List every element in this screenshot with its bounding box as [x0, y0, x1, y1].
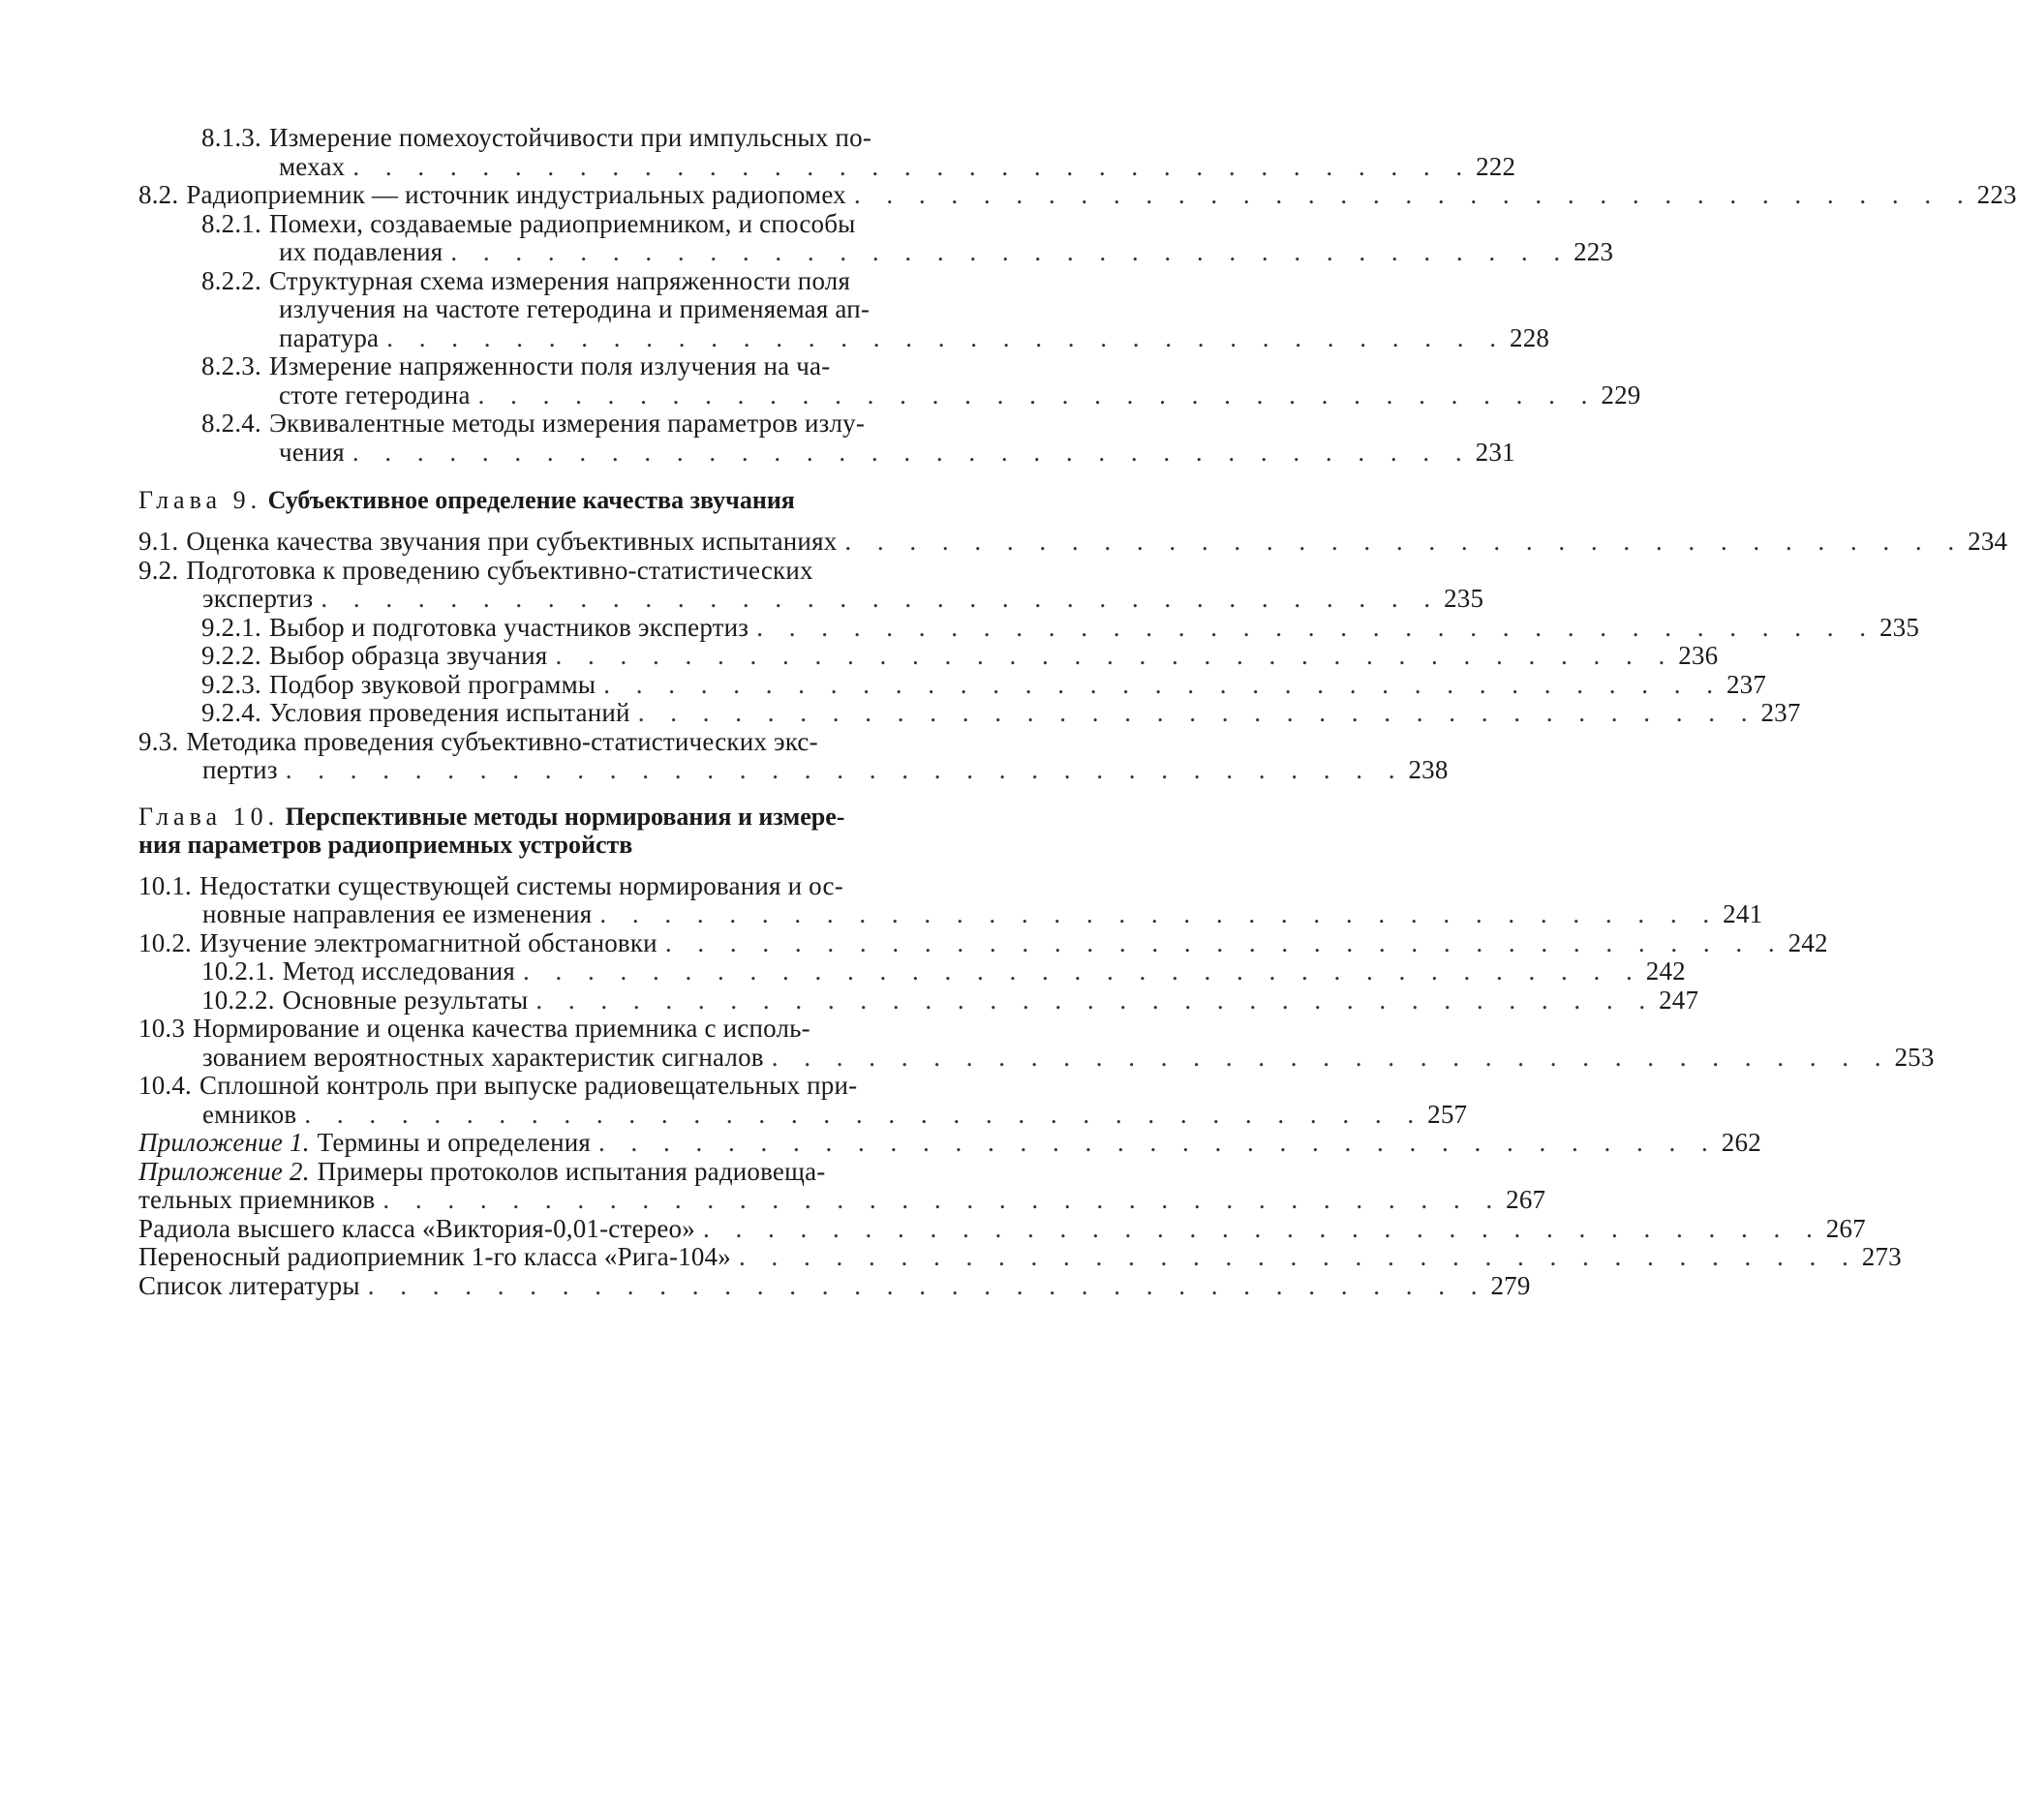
- entry-title: паратура: [279, 322, 380, 352]
- toc-entry[interactable]: [0, 180, 2017, 210]
- toc-entry[interactable]: [0, 1270, 1531, 1301]
- chapter-title: Перспективные методы нормирования и измере-: [285, 802, 845, 831]
- dot-leader: . . . . . . . . . . . . . . . . . . . . . . . . . . . . . . . . . . .: [738, 1242, 1858, 1271]
- dot-leader: . . . . . . . . . . . . . . . . . . . . . . . . . . . . . . . . . . .: [321, 584, 1441, 613]
- dot-leader: . . . . . . . . . . . . . . . . . . . . . . . . . . . . . . . . . . .: [555, 641, 1675, 670]
- toc-entry[interactable]: [0, 555, 1484, 614]
- toc-entry[interactable]: [0, 669, 1767, 700]
- entry-title: Выбор образца звучания: [268, 641, 548, 670]
- dot-leader: . . . . . . . . . . . . . . . . . . . . . . . . . . . . . . . . . . .: [598, 1128, 1718, 1157]
- page-number: 257: [1427, 1099, 1468, 1129]
- entry-title: Оценка качества звучания при субъективных испытаниях: [186, 527, 838, 556]
- dot-leader: . . . . . . . . . . . . . . . . . . . . . . . . . . . . . . . . . . .: [702, 1213, 1822, 1243]
- entry-title: емников: [202, 1099, 297, 1129]
- page-number: 222: [1476, 151, 1516, 181]
- entry-title: Условия проведения испытаний: [268, 698, 630, 727]
- toc-entry[interactable]: [0, 1071, 1468, 1129]
- entry-title: Радиола высшего класса «Виктория-0,01-стерео»: [138, 1213, 695, 1243]
- page-number: 279: [1490, 1270, 1531, 1300]
- toc-section: [0, 123, 2017, 467]
- entry-number: 9.1.: [138, 527, 179, 556]
- toc-section: [0, 802, 1935, 1301]
- dot-leader: . . . . . . . . . . . . . . . . . . . . . . . . . . . . . . . . . . .: [756, 612, 1876, 642]
- page-number: 242: [1788, 927, 1828, 957]
- page-number: 237: [1760, 698, 1801, 727]
- toc-entry[interactable]: [0, 409, 1515, 467]
- dot-leader: . . . . . . . . . . . . . . . . . . . . . . . . . . . . . . . . . . .: [771, 1042, 1891, 1072]
- entry-title: Термины и определения: [317, 1128, 592, 1157]
- entry-title: тельных приемников: [138, 1185, 376, 1214]
- entry-title: Выбор и подготовка участников экспертиз: [268, 612, 749, 642]
- chapter-title-continued: ния параметров радиоприемных устройств: [138, 830, 633, 859]
- dot-leader: . . . . . . . . . . . . . . . . . . . . . . . . . . . . . . . . . . .: [844, 527, 1965, 556]
- dot-leader: . . . . . . . . . . . . . . . . . . . . . . . . . . . . . . . . . . .: [386, 322, 1506, 352]
- toc-entry[interactable]: [0, 698, 1801, 728]
- page-number: 235: [1879, 612, 1920, 642]
- dot-leader: . . . . . . . . . . . . . . . . . . . . . . . . . . . . . . . . . . .: [523, 956, 1642, 986]
- entry-number: 10.2.2.: [201, 985, 275, 1015]
- toc-entry[interactable]: [0, 1128, 1761, 1158]
- entry-title: мехах: [279, 151, 346, 181]
- entry-number: 9.2.4.: [201, 698, 261, 727]
- entry-number: 8.2.: [138, 180, 179, 209]
- entry-title: новные направления ее изменения: [202, 899, 593, 928]
- toc-entry[interactable]: [0, 612, 1920, 643]
- chapter-label: Глава 9.: [138, 486, 262, 514]
- entry-number: 8.1.3.: [201, 123, 261, 152]
- entry-title: Методика проведения субъективно-статистических экс-: [186, 726, 818, 756]
- page-number: 238: [1408, 755, 1449, 784]
- entry-number: 10.2.1.: [201, 956, 275, 986]
- entry-number: 9.2.: [138, 555, 179, 585]
- page-number: 231: [1475, 437, 1515, 467]
- dot-leader: . . . . . . . . . . . . . . . . . . . . . . . . . . . . . . . . . . .: [304, 1099, 1424, 1129]
- entry-title: пертиз: [202, 755, 278, 784]
- entry-number: 10.4.: [138, 1071, 192, 1100]
- entry-number: 9.2.1.: [201, 612, 261, 642]
- toc-entry[interactable]: [0, 1242, 1902, 1272]
- entry-title: Основные результаты: [282, 985, 529, 1015]
- entry-title: Помехи, создаваемые радиоприемником, и способы: [268, 208, 856, 238]
- entry-title: Сплошной контроль при выпуске радиовещательных при-: [199, 1071, 858, 1100]
- dot-leader: . . . . . . . . . . . . . . . . . . . . . . . . . . . . . . . . . . .: [599, 899, 1720, 928]
- entry-number: 8.2.4.: [201, 409, 261, 438]
- dot-leader: . . . . . . . . . . . . . . . . . . . . . . . . . . . . . . . . . . .: [477, 379, 1598, 410]
- chapter-title: Субъективное определение качества звучания: [267, 486, 795, 514]
- toc-entry[interactable]: [0, 870, 1763, 929]
- entry-title: Метод исследования: [282, 956, 515, 986]
- entry-title: Примеры протоколов испытания радиовеща-: [317, 1156, 826, 1186]
- entry-number: Приложение 1.: [138, 1128, 310, 1157]
- toc-entry[interactable]: [0, 1213, 1866, 1244]
- dot-leader: . . . . . . . . . . . . . . . . . . . . . . . . . . . . . . . . . . .: [352, 151, 1473, 181]
- entry-title: излучения на частоте гетеродина и применяемая ап-: [279, 294, 871, 323]
- toc-section: [0, 486, 2008, 785]
- entry-number: 10.2.: [138, 927, 192, 957]
- entry-title: их подавления: [279, 237, 443, 266]
- entry-number: 9.2.3.: [201, 669, 261, 699]
- toc-entry[interactable]: [0, 123, 1516, 181]
- entry-title: Структурная схема измерения напряженности поля: [268, 265, 851, 295]
- chapter-heading: [138, 803, 1162, 859]
- dot-leader: . . . . . . . . . . . . . . . . . . . . . . . . . . . . . . . . . . .: [853, 180, 1973, 209]
- entry-title: чения: [279, 437, 345, 467]
- entry-title: Недостатки существующей системы нормирования и ос-: [199, 870, 843, 900]
- toc-entry[interactable]: [0, 265, 1550, 353]
- entry-title: стоте гетеродина: [279, 379, 471, 410]
- page-number: 247: [1659, 985, 1699, 1015]
- page-number: 235: [1444, 584, 1484, 613]
- dot-leader: . . . . . . . . . . . . . . . . . . . . . . . . . . . . . . . . . . .: [637, 698, 1757, 727]
- entry-title: Список литературы: [138, 1270, 360, 1300]
- entry-title: Нормирование и оценка качества приемника с исполь-: [193, 1014, 810, 1043]
- entry-number: 8.2.1.: [201, 208, 261, 238]
- entry-title: Радиоприемник — источник индустриальных радиопомех: [186, 180, 846, 209]
- page-number: 229: [1601, 379, 1641, 410]
- toc-entry[interactable]: [0, 1156, 1546, 1215]
- page-number: 234: [1968, 527, 2008, 556]
- entry-number: Приложение 2.: [138, 1156, 310, 1186]
- chapter-heading: [138, 486, 1162, 514]
- dot-leader: . . . . . . . . . . . . . . . . . . . . . . . . . . . . . . . . . . .: [535, 985, 1656, 1015]
- toc-entry[interactable]: [0, 351, 1641, 410]
- entry-title: экспертиз: [202, 584, 314, 613]
- page-number: 223: [1976, 180, 2017, 209]
- page-number: 237: [1726, 669, 1767, 699]
- toc-entry[interactable]: [0, 208, 1614, 267]
- toc-entry[interactable]: [0, 1014, 1935, 1072]
- toc-entry[interactable]: [0, 927, 1828, 958]
- page-number: 236: [1678, 641, 1719, 670]
- page-number: 267: [1825, 1213, 1866, 1243]
- dot-leader: . . . . . . . . . . . . . . . . . . . . . . . . . . . . . . . . . . .: [367, 1270, 1487, 1300]
- page-number: 267: [1506, 1185, 1546, 1214]
- entry-title: Подбор звуковой программы: [268, 669, 596, 699]
- table-of-contents: [0, 123, 2017, 1300]
- page-number: 241: [1723, 899, 1763, 928]
- dot-leader: . . . . . . . . . . . . . . . . . . . . . . . . . . . . . . . . . . .: [382, 1185, 1503, 1214]
- page-number: 228: [1510, 322, 1550, 352]
- dot-leader: . . . . . . . . . . . . . . . . . . . . . . . . . . . . . . . . . . .: [351, 437, 1472, 467]
- entry-number: 8.2.2.: [201, 265, 261, 295]
- dot-leader: . . . . . . . . . . . . . . . . . . . . . . . . . . . . . . . . . . .: [285, 755, 1405, 784]
- toc-entry[interactable]: [0, 527, 2008, 557]
- entry-number: 10.1.: [138, 870, 192, 900]
- entry-title: Изучение электромагнитной обстановки: [199, 927, 657, 957]
- dot-leader: . . . . . . . . . . . . . . . . . . . . . . . . . . . . . . . . . . .: [664, 927, 1785, 957]
- dot-leader: . . . . . . . . . . . . . . . . . . . . . . . . . . . . . . . . . . .: [603, 669, 1723, 699]
- page-number: 223: [1574, 237, 1614, 266]
- toc-entry[interactable]: [0, 726, 1449, 785]
- entry-title: Подготовка к проведению субъективно-статистических: [186, 555, 813, 585]
- page-number: 262: [1721, 1128, 1761, 1157]
- page-number: 242: [1645, 956, 1686, 986]
- entry-title: Переносный радиоприемник 1-го класса «Рига-104»: [138, 1242, 731, 1271]
- entry-title: Измерение напряженности поля излучения на ча-: [268, 351, 831, 380]
- entry-title: Измерение помехоустойчивости при импульсных по-: [268, 123, 872, 152]
- entry-number: 10.3: [138, 1014, 186, 1043]
- toc-entry[interactable]: [0, 641, 1719, 671]
- toc-entry[interactable]: [0, 956, 1686, 986]
- page-number: 273: [1861, 1242, 1902, 1271]
- page-number: 253: [1894, 1042, 1935, 1072]
- chapter-label: Глава 10.: [138, 802, 280, 831]
- entry-number: 9.2.2.: [201, 641, 261, 670]
- dot-leader: . . . . . . . . . . . . . . . . . . . . . . . . . . . . . . . . . . .: [450, 237, 1571, 266]
- entry-title: зованием вероятностных характеристик сигналов: [202, 1042, 764, 1072]
- toc-entry[interactable]: [0, 985, 1699, 1016]
- entry-title: Эквивалентные методы измерения параметров излу-: [268, 409, 866, 438]
- entry-number: 8.2.3.: [201, 351, 261, 380]
- entry-number: 9.3.: [138, 726, 179, 756]
